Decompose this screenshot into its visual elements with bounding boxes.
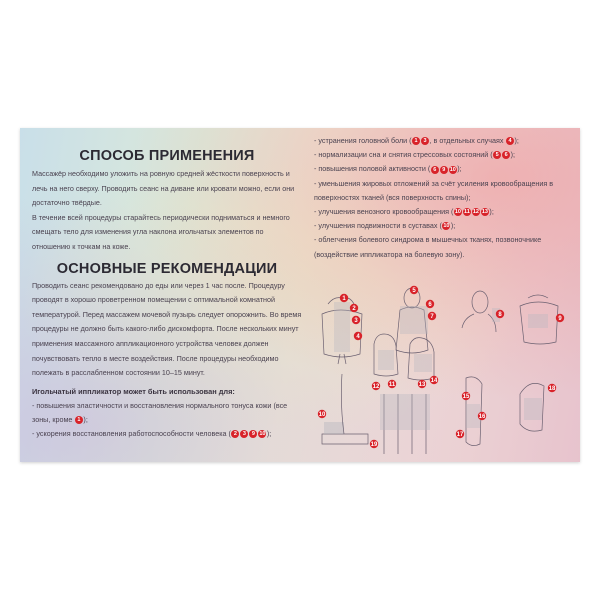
figure-badge (462, 392, 470, 400)
zone-number-badge: 10 (259, 431, 266, 438)
uses-title: Игольчатый иппликатор может быть использован для: (32, 386, 235, 396)
right-use-item (314, 148, 572, 162)
figure-badge (372, 382, 380, 390)
svg-text:14: 14 (430, 378, 438, 384)
right-use-item (314, 205, 572, 219)
instruction-card (20, 128, 580, 462)
use-text: ); (83, 414, 88, 424)
figure-badge (556, 314, 564, 322)
left-use-item (32, 427, 302, 441)
figure-badge (340, 294, 348, 302)
svg-text:4: 4 (356, 334, 360, 340)
usage-paragraph-2: В течение всей процедуры старайтесь периодически подниматься и немного смещать тело для изменения угла наклона игольчатых элементов по отношению к точкам на коже. (32, 212, 290, 251)
use-text: ); (266, 429, 272, 439)
use-text: ); (510, 150, 516, 160)
figure-badge (388, 380, 396, 388)
use-text: - улучшения венозного кровообращения ( (314, 207, 454, 217)
right-use-item (314, 134, 572, 148)
figure-badge (350, 304, 358, 312)
svg-text:8: 8 (498, 312, 502, 318)
recommendations-title: ОСНОВНЫЕ РЕКОМЕНДАЦИИ (56, 260, 278, 277)
svg-text:12: 12 (372, 384, 380, 390)
zone-number-badge: 10 (443, 223, 450, 230)
use-text: , в отдельных случаях (429, 136, 506, 145)
svg-text:5: 5 (412, 288, 416, 294)
left-column (32, 146, 302, 441)
right-uses-list (314, 134, 572, 262)
figure-badge (370, 440, 378, 448)
right-use-item (314, 162, 572, 176)
right-column (314, 134, 572, 448)
zone-number-badge: 3 (240, 430, 248, 438)
svg-text:1: 1 (342, 296, 346, 302)
zone-number-badge: 12 (472, 209, 479, 216)
zone-number-badge: 11 (464, 209, 470, 216)
use-text: - уменьшения жировых отложений за счёт усиления кровообращения в поверхностях тканей (вся поверхность спины); (314, 178, 554, 202)
right-use-item (314, 233, 572, 261)
figure-badge (418, 380, 426, 388)
figure-badge (352, 316, 360, 324)
use-text: - повышения эластичности и восстановления нормального тонуса кожи (все зоны, кроме (32, 400, 288, 424)
recommendations-paragraph: Проводить сеанс рекомендовано до еды или через 1 час после. Процедуру проводят в хорошо проветренном помещении с оптимальной комнатной температурой. Перед массажем мочевой пузырь следует опорожнить. Во время процедуры не должно быть какого-либо дискомфорта. После нескольких минут применения массажного аппликационного устройства человек должен почувствовать тепло в месте воздействия. После процедуры необходимо полежать в расслабленном состоянии 10–15 минут. (32, 280, 302, 378)
body-figures-svg (314, 284, 572, 462)
use-text: - нормализации сна и снятия стрессовых состояний ( (314, 150, 493, 160)
svg-text:15: 15 (462, 394, 470, 400)
right-use-item (314, 219, 572, 233)
figure-badge (410, 286, 418, 294)
use-text: ); (514, 136, 519, 145)
use-text: ); (457, 164, 462, 174)
usage-paragraph-1: Массажёр необходимо уложить на ровную средней жёсткости поверхность и лечь на него сверху. Проводить сеанс на диване или кровати можно, если они достаточно твёрдые. (32, 169, 295, 208)
figure-badge (354, 332, 362, 340)
svg-text:7: 7 (430, 314, 434, 320)
zone-number-badge: 10 (449, 166, 456, 173)
body-zones-illustration (314, 284, 572, 462)
zone-number-badge: 1 (75, 416, 83, 424)
svg-text:6: 6 (428, 302, 432, 308)
figure-badge (478, 412, 486, 420)
zone-number-badge: 6 (502, 151, 510, 159)
svg-text:3: 3 (354, 318, 358, 324)
zone-number-badge: 10 (454, 209, 461, 216)
use-text: ); (450, 221, 456, 231)
svg-text:17: 17 (456, 432, 464, 438)
zone-number-badge: 9 (249, 430, 257, 438)
left-use-item (32, 399, 302, 427)
use-text: - устранения головной боли ( (314, 136, 412, 145)
zone-number-badge: 4 (506, 137, 514, 145)
figure-badge (428, 312, 436, 320)
svg-text:9: 9 (558, 316, 562, 322)
zone-number-badge: 1 (412, 137, 420, 145)
zone-number-badge: 3 (421, 137, 429, 145)
svg-text:10: 10 (318, 412, 326, 418)
figure-badge (496, 310, 504, 318)
figure-badge (430, 376, 438, 384)
svg-text:2: 2 (352, 306, 356, 312)
figure-badge (318, 410, 326, 418)
figure-badge (456, 430, 464, 438)
zone-number-badge: 6 (431, 166, 439, 174)
figure-badge (548, 384, 556, 392)
zone-number-badge: 2 (231, 430, 239, 438)
use-text: - повышения половой активности ( (314, 164, 431, 174)
svg-text:18: 18 (548, 386, 556, 392)
right-use-item (314, 177, 572, 205)
zone-number-badge: 13 (481, 209, 488, 216)
zone-number-badge: 9 (440, 166, 448, 174)
zone-number-badge: 5 (493, 151, 501, 159)
usage-title: СПОСОБ ПРИМЕНЕНИЯ (79, 148, 255, 164)
use-text: - облегчения болевого синдрома в мышечных тканях, позвоночнике (воздействие иппликатора на болевую зону). (314, 235, 542, 259)
use-text: - ускорения восстановления работоспособности человека ( (32, 429, 231, 439)
svg-text:19: 19 (370, 442, 378, 448)
zone-number-badges (318, 286, 564, 448)
svg-text:16: 16 (478, 414, 486, 420)
use-text: ); (489, 207, 494, 217)
figure-badge (426, 300, 434, 308)
svg-text:13: 13 (418, 382, 426, 388)
use-text: - улучшения подвижности в суставах ( (314, 221, 442, 231)
left-uses-list (32, 399, 302, 442)
svg-text:11: 11 (388, 382, 396, 388)
